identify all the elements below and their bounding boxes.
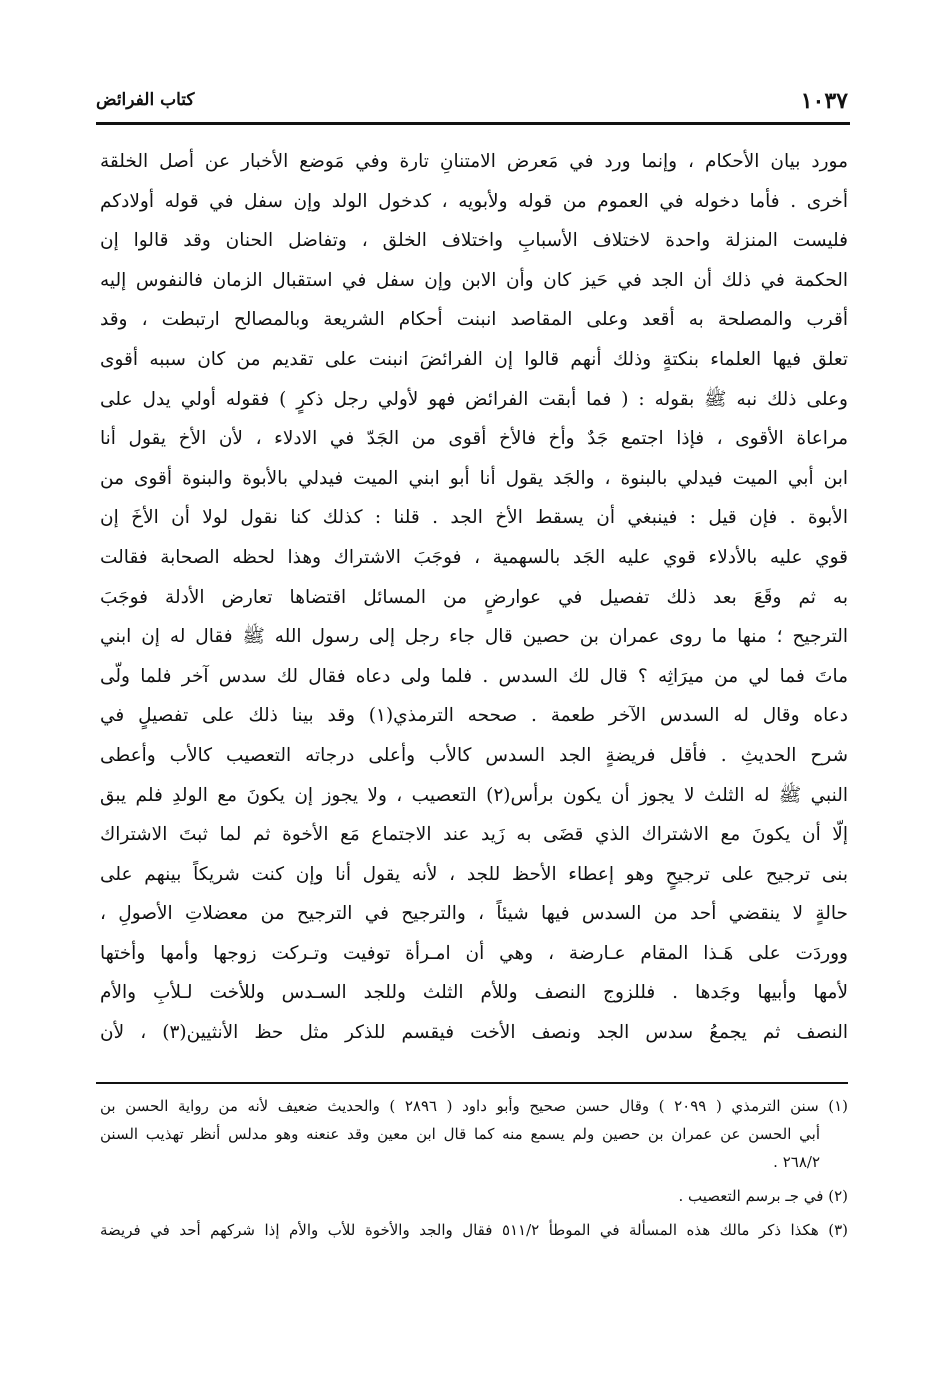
footnote-1-line: أبي الحسن عن عمران بن حصين ولم يسمع منه كما قال ابن معين وقد عنعنه وهو مدلس أنظر تهذيب السنن xyxy=(100,1125,820,1143)
text-line: أقرب والمصلحة به أقعد وعلى المقاصد انبنت أحكام الشريعة وبالمصالح ارتبطت ، وقد xyxy=(100,309,848,331)
text-line: فليست المنزلة واحدة لاختلاف الأسبابِ واختلاف الخلق ، وتفاضل الحنان وقد قالوا إن xyxy=(100,230,848,252)
text-line: به ثم وقَعَ بعد ذلك تفصيل في عوارضٍ من المسائل اقتضاها تعارض الأدلة فوجَبَ xyxy=(100,586,848,608)
text-line: الترجيح ؛ منها ما روى عمران بن حصين قال جاء رجل إلى رسول الله ﷺ فقال له إن ابني xyxy=(100,626,848,648)
text-line: الأبوة . فإن قيل : فينبغي أن يسقط الأخ الجد . قلنا : كذلك كنا نقول لولا أن الأخَ إن xyxy=(100,507,848,529)
text-line: شرح الحديثِ . فأقل فريضةٍ الجد السدس كالأب وأعلى درجاته التعصيب كالأب وأعطى xyxy=(100,744,848,766)
text-line: تعلق فيها العلماء بنكتةٍ وذلك أنهم قالوا إن الفرائضَ انبنت على تقديم من كان سببه أقوى xyxy=(100,348,848,370)
text-line: وعلى ذلك نبه ﷺ بقوله : ( فما أبقت الفرائض فهو لأولي رجل ذكرٍ ) فقوله أولي يدل على xyxy=(100,388,848,410)
text-line: إلّا أن يكونَ مع الاشتراك الذي قضَى به زَيد عند الاجتماع مَع الأخوة ثم لما ثبتَ الاشتراك xyxy=(100,824,848,846)
text-line: ابن أبي الميت فيدلي بالبنوة ، والجَد يقول أنا أبو ابني الميت فيدلي بالأبوة والبنوة أقوى من xyxy=(100,467,848,489)
text-line: ماتَ فما لي من ميرَاثِه ؟ قال لك السدس . فلما ولى دعاه فقال لك سدس آخر فلما ولّى xyxy=(100,665,848,687)
page-header xyxy=(96,88,848,122)
footnote-1-line: (١) سنن الترمذي ( ٢٠٩٩ ) وقال حسن صحيح وأبو داود ( ٢٨٩٦ ) والحديث ضعيف لأنه من رواية الحسن بن xyxy=(100,1097,848,1115)
footnotes xyxy=(100,1092,848,1244)
footnote-rule xyxy=(96,1082,848,1084)
text-line: النصف ثم يجمعُ سدس الجد ونصف الأخت فيقسم للذكر مثل حظ الأنثيين(٣) ، لأن xyxy=(100,1022,848,1044)
text-line: أخرى . فأما دخوله في العموم من قوله ولأبويه ، كدخول الولد وإن سفل في قوله أولادكم xyxy=(100,190,848,212)
footnote-1-line: ٢٦٨/٢ . xyxy=(773,1153,820,1171)
text-line: حالةٍ لا ينقضي أحد من السدس فيها شيئاً ، والترجيح في الترجيح من معضلاتِ الأصولِ ، xyxy=(100,903,848,925)
page-number: ١٠٣٧ xyxy=(800,88,848,114)
text-line: مراعاة الأقوى ، فإذا اجتمع جَدٌ وأخ فالأخ أقوى من الجَدّ في الادلاء ، لأن الأخ يقول أنا xyxy=(100,428,848,450)
text-line: دعاه وقال له السدس الآخر طعمة . صححه الترمذي(١) وقد بينا ذلك على تفصيلٍ في xyxy=(100,705,848,727)
text-line: الحكمة في ذلك أن الجد في حَيز كان وأن الابن وإن سفل في استقبال الزمان فالنفوس إليه xyxy=(100,269,848,291)
main-text xyxy=(100,142,848,1053)
text-line: قوي عليه بالأدلاء قوي عليه الجَد بالسهمية ، فوجَبَ الاشتراك وهذا لحظه الصحابة فقالت xyxy=(100,546,848,568)
text-line: لأمها وأبيها وجَدها . فللزوج النصف وللأم الثلث وللجد السـدس وللأخت لـلأبِ والأم xyxy=(100,982,848,1004)
header-rule xyxy=(96,122,850,125)
running-title: كتاب الفرائض xyxy=(96,90,195,110)
text-line: بنى ترجيح على ترجيحٍ وهو إعطاء الأحظ للجد ، لأنه يقول أنا وإن كنت شريكاً بينهم على xyxy=(100,863,848,885)
text-line: النبي ﷺ له الثلث لا يجوز أن يكون برأس(٢) التعصيب ، ولا يجوز إن يكونَ مع الولدِ فلم يبق xyxy=(100,784,848,806)
text-line: ووردَت على هَـذا المقام عـارضة ، وهي أن امـرأة توفيت وتـركت زوجها وأمها وأختها xyxy=(100,942,848,964)
footnote-3-line: (٣) هكذا ذكر مالك هذه المسألة في الموطأ ٥١١/٢ فقال والجد والأخوة للأب والأم إذا شركهم أحد في فريضة xyxy=(100,1221,848,1239)
text-line: مورد بيان الأحكام ، وإنما ورد في مَعرض الامتنانِ تارة وفي مَوضع الأخبار عن أصل الخلقة xyxy=(100,151,848,172)
footnote-2-line: (٢) في جـ برسم التعصيب . xyxy=(678,1187,848,1205)
